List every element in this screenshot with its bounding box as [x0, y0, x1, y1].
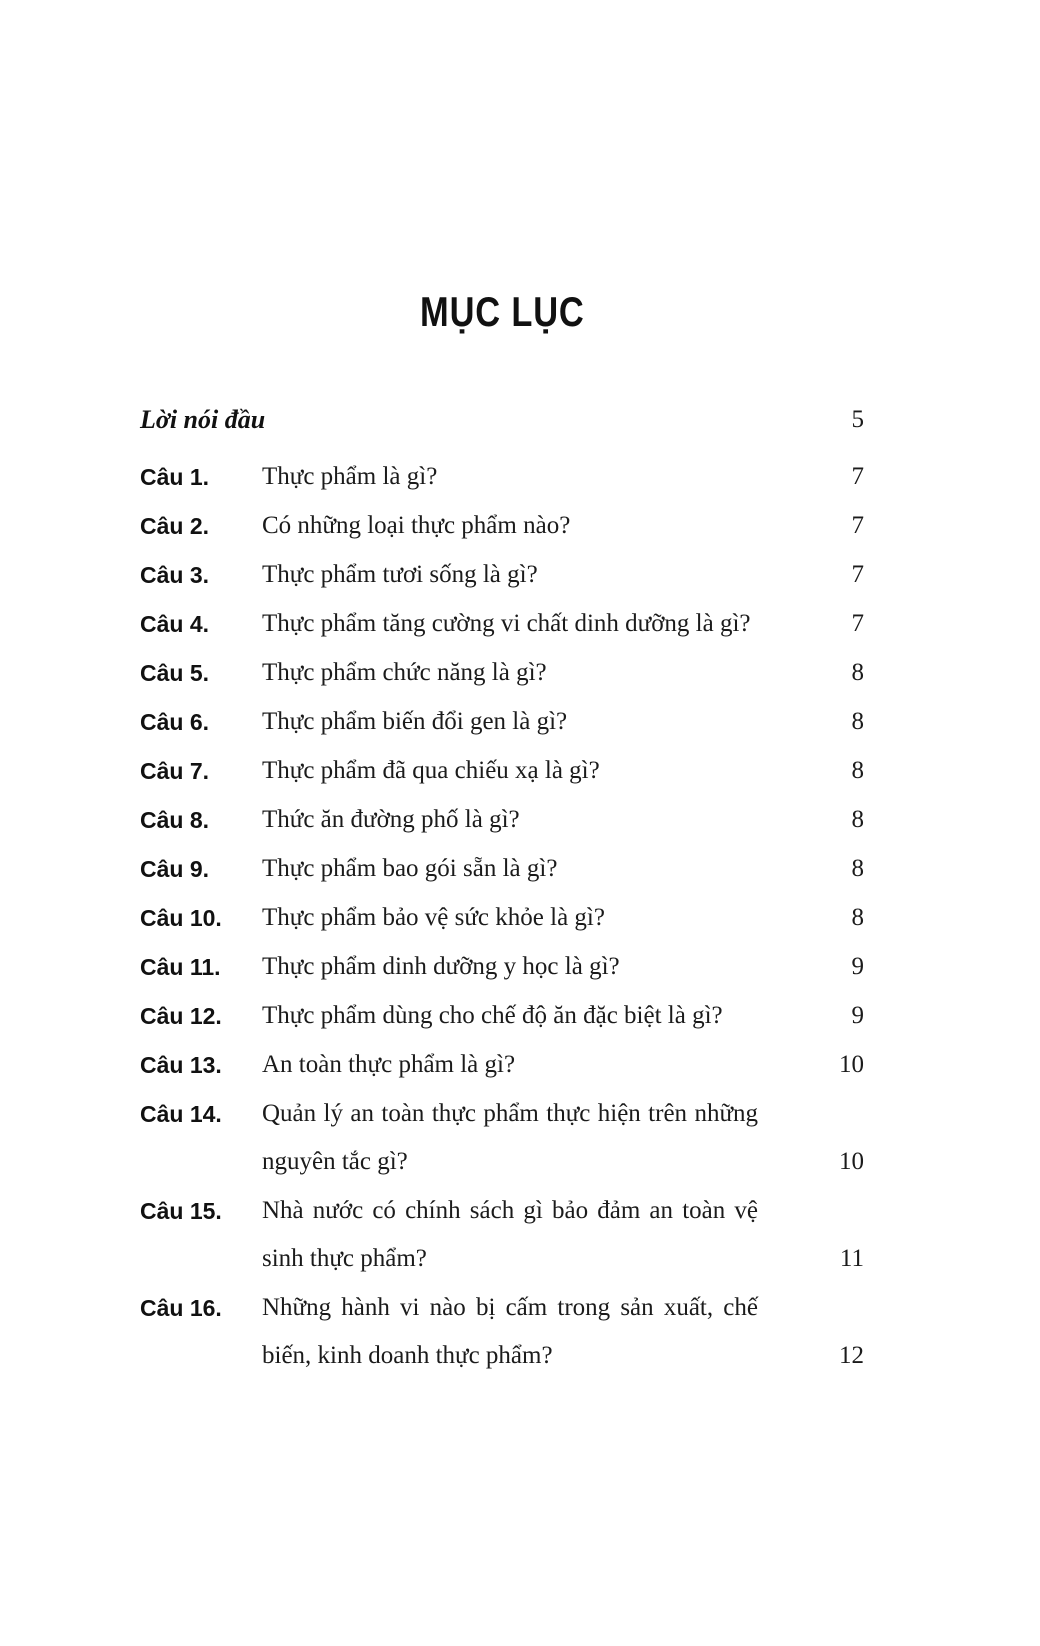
toc-entry-text: Những hành vi nào bị cấm trong sản xuất, chế biến, kinh doanh thực phẩm?	[262, 1294, 758, 1369]
toc-entry-label: Câu 13.	[140, 1052, 222, 1078]
toc-entry	[140, 796, 864, 844]
toc-entry-label: Câu 9.	[140, 856, 210, 882]
toc-entry-label: Câu 12.	[140, 1003, 222, 1029]
toc-entry-text: Thực phẩm dùng cho chế độ ăn đặc biệt là gì?	[262, 1002, 723, 1029]
toc-entry	[140, 502, 864, 550]
toc-entry-text: Quản lý an toàn thực phẩm thực hiện trên những nguyên tắc gì?	[262, 1100, 758, 1175]
toc-entry-label: Câu 11.	[140, 954, 221, 980]
toc-entry-page-number: 8	[851, 855, 864, 882]
toc-entry	[140, 1041, 864, 1089]
toc-list	[140, 396, 864, 1381]
toc-entry-text: Thực phẩm là gì?	[262, 463, 438, 490]
toc-entry	[140, 1284, 864, 1380]
toc-entry-page-number: 9	[851, 1002, 864, 1029]
toc-entry	[140, 894, 864, 942]
toc-entry	[140, 698, 864, 746]
toc-entry-label: Câu 6.	[140, 709, 210, 735]
toc-entry-page-number: 8	[851, 904, 864, 931]
toc-entry	[140, 747, 864, 795]
toc-entry-page-number: 10	[839, 1148, 864, 1175]
toc-entry-text: Thực phẩm bao gói sẵn là gì?	[262, 855, 558, 882]
toc-entry	[140, 396, 864, 444]
toc-entry-label: Câu 16.	[140, 1295, 222, 1321]
toc-entry-page-number: 8	[851, 806, 864, 833]
toc-entry-label: Lời nói đầu	[140, 405, 266, 434]
toc-entry-page-number: 7	[851, 561, 864, 588]
toc-entry	[140, 845, 864, 893]
toc-entry-page-number: 7	[851, 463, 864, 490]
toc-entry-text: Thực phẩm chức năng là gì?	[262, 659, 547, 686]
page-title-wrap	[140, 288, 864, 336]
toc-entry-label: Câu 3.	[140, 562, 210, 588]
toc-entry-text: Thực phẩm tươi sống là gì?	[262, 561, 538, 588]
toc-entry-label: Câu 7.	[140, 758, 210, 784]
toc-entry-page-number: 5	[851, 406, 864, 433]
toc-entry-text: Nhà nước có chính sách gì bảo đảm an toàn vệ sinh thực phẩm?	[262, 1197, 758, 1272]
toc-entry-page-number: 7	[851, 512, 864, 539]
toc-entry-page-number: 9	[851, 953, 864, 980]
toc-entry	[140, 649, 864, 697]
toc-entry-page-number: 8	[851, 757, 864, 784]
toc-entry	[140, 453, 864, 501]
toc-entry	[140, 1187, 864, 1283]
toc-entry-text: Thực phẩm bảo vệ sức khỏe là gì?	[262, 904, 605, 931]
toc-entry-label: Câu 15.	[140, 1198, 222, 1224]
toc-entry-label: Câu 2.	[140, 513, 210, 539]
toc-entry-text: Thực phẩm biến đổi gen là gì?	[262, 708, 568, 735]
toc-entry	[140, 943, 864, 991]
toc-entry-page-number: 10	[839, 1051, 864, 1078]
toc-entry-text: Thức ăn đường phố là gì?	[262, 806, 520, 833]
toc-entry-label: Câu 8.	[140, 807, 210, 833]
toc-entry	[140, 992, 864, 1040]
toc-entry-label: Câu 10.	[140, 905, 222, 931]
toc-entry-label: Câu 1.	[140, 464, 210, 490]
toc-entry-text: Thực phẩm tăng cường vi chất dinh dưỡng là gì?	[262, 610, 751, 637]
toc-entry-label: Câu 4.	[140, 611, 210, 637]
toc-entry-page-number: 7	[851, 610, 864, 637]
toc-entry	[140, 600, 864, 648]
toc-entry-page-number: 12	[839, 1342, 864, 1369]
toc-entry-page-number: 11	[839, 1245, 864, 1272]
toc-entry-label: Câu 5.	[140, 660, 210, 686]
toc-entry-text: Thực phẩm đã qua chiếu xạ là gì?	[262, 757, 600, 784]
toc-entry-page-number: 8	[851, 659, 864, 686]
toc-entry	[140, 1090, 864, 1186]
toc-entry-text: Có những loại thực phẩm nào?	[262, 512, 571, 539]
page-title: MỤC LỤC	[419, 288, 585, 335]
toc-entry	[140, 551, 864, 599]
toc-entry-label: Câu 14.	[140, 1101, 222, 1127]
toc-entry-page-number: 8	[851, 708, 864, 735]
toc-entry-text: Thực phẩm dinh dưỡng y học là gì?	[262, 953, 620, 980]
toc-entry-text: An toàn thực phẩm là gì?	[262, 1051, 516, 1078]
